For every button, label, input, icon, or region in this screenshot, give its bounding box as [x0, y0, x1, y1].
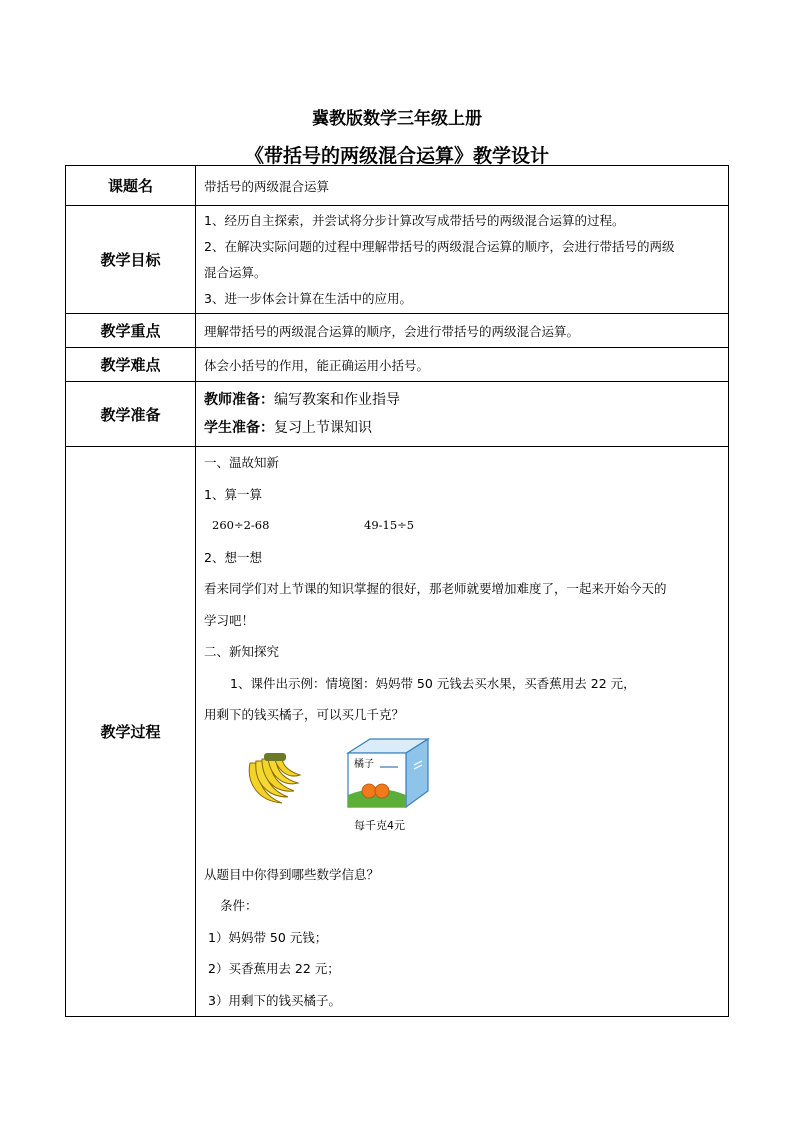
- example-text: 1、课件出示例：情境图：妈妈带 50 元钱去买水果，买香蕉用去 22 元，: [230, 675, 636, 691]
- price-caption: 每千克4元: [354, 818, 405, 832]
- calc-expression-a: 260÷2-68: [212, 518, 270, 532]
- row-process: [66, 447, 729, 1017]
- question-text: 从题目中你得到哪些数学信息？: [204, 866, 380, 882]
- label-topic: 课题名: [66, 166, 196, 206]
- teacher-prep-label: 教师准备：: [204, 392, 274, 408]
- label-goals: 教学目标: [66, 206, 196, 314]
- student-prep-label: 学生准备：: [204, 420, 274, 436]
- student-prep-value: 复习上节课知识: [274, 420, 372, 436]
- process-paragraph: 看来同学们对上节课的知识掌握的很好，那老师就要增加难度了，一起来开始今天的: [204, 581, 667, 596]
- row-key-points: [66, 314, 729, 348]
- goal-item: 3、进一步体会计算在生活中的应用。: [204, 290, 412, 306]
- goal-item: 混合运算。: [204, 264, 267, 280]
- student-prep: [204, 414, 722, 442]
- process-paragraph: 学习吧！: [204, 612, 255, 628]
- scenario-illustration: [204, 731, 722, 859]
- value-difficulties: 体会小括号的作用，能正确运用小括号。: [196, 348, 729, 382]
- conditions-label: 条件：: [220, 898, 258, 913]
- label-difficulties: 教学难点: [66, 348, 196, 382]
- value-topic: 带括号的两级混合运算: [196, 166, 729, 206]
- lesson-plan-table: [65, 165, 729, 1017]
- row-goals: [66, 206, 729, 314]
- process-section-1: 一、温故知新: [204, 455, 280, 470]
- goal-item: 2、在解决实际问题的过程中理解带括号的两级混合运算的顺序，会进行带括号的两级: [204, 238, 675, 254]
- process-section-2: 二、新知探究: [204, 644, 280, 659]
- value-process: [196, 447, 729, 1017]
- value-key-points: 理解带括号的两级混合运算的顺序，会进行带括号的两级混合运算。: [196, 314, 729, 348]
- row-preparation: [66, 382, 729, 447]
- condition-item: 2）买香蕉用去 22 元；: [208, 961, 340, 976]
- process-step-2: 2、想一想: [204, 549, 262, 565]
- example-text: 用剩下的钱买橘子，可以买几千克？: [204, 707, 405, 722]
- teacher-prep-value: 编写教案和作业指导: [274, 392, 400, 408]
- value-preparation: [196, 382, 729, 447]
- label-preparation: 教学准备: [66, 382, 196, 447]
- orange-box-icon: [344, 735, 432, 813]
- calc-row: [204, 510, 722, 542]
- banana-icon: [242, 749, 302, 809]
- doc-title-line2: 《带括号的两级混合运算》教学设计: [244, 145, 549, 167]
- doc-title-line1: 冀教版数学三年级上册: [312, 109, 482, 129]
- calc-expression-b: 49-15÷5: [364, 518, 415, 532]
- process-step-1: 1、算一算: [204, 486, 262, 502]
- row-topic: [66, 166, 729, 206]
- goal-item: 1、经历自主探索，并尝试将分步计算改写成带括号的两级混合运算的过程。: [204, 212, 625, 228]
- teacher-prep: [204, 386, 722, 414]
- condition-item: 3）用剩下的钱买橘子。: [208, 992, 341, 1008]
- value-goals: [196, 206, 729, 314]
- box-label: 橘子: [354, 758, 374, 770]
- row-difficulties: [66, 348, 729, 382]
- label-process: 教学过程: [66, 447, 196, 1017]
- condition-item: 1）妈妈带 50 元钱；: [208, 929, 328, 945]
- label-key-points: 教学重点: [66, 314, 196, 348]
